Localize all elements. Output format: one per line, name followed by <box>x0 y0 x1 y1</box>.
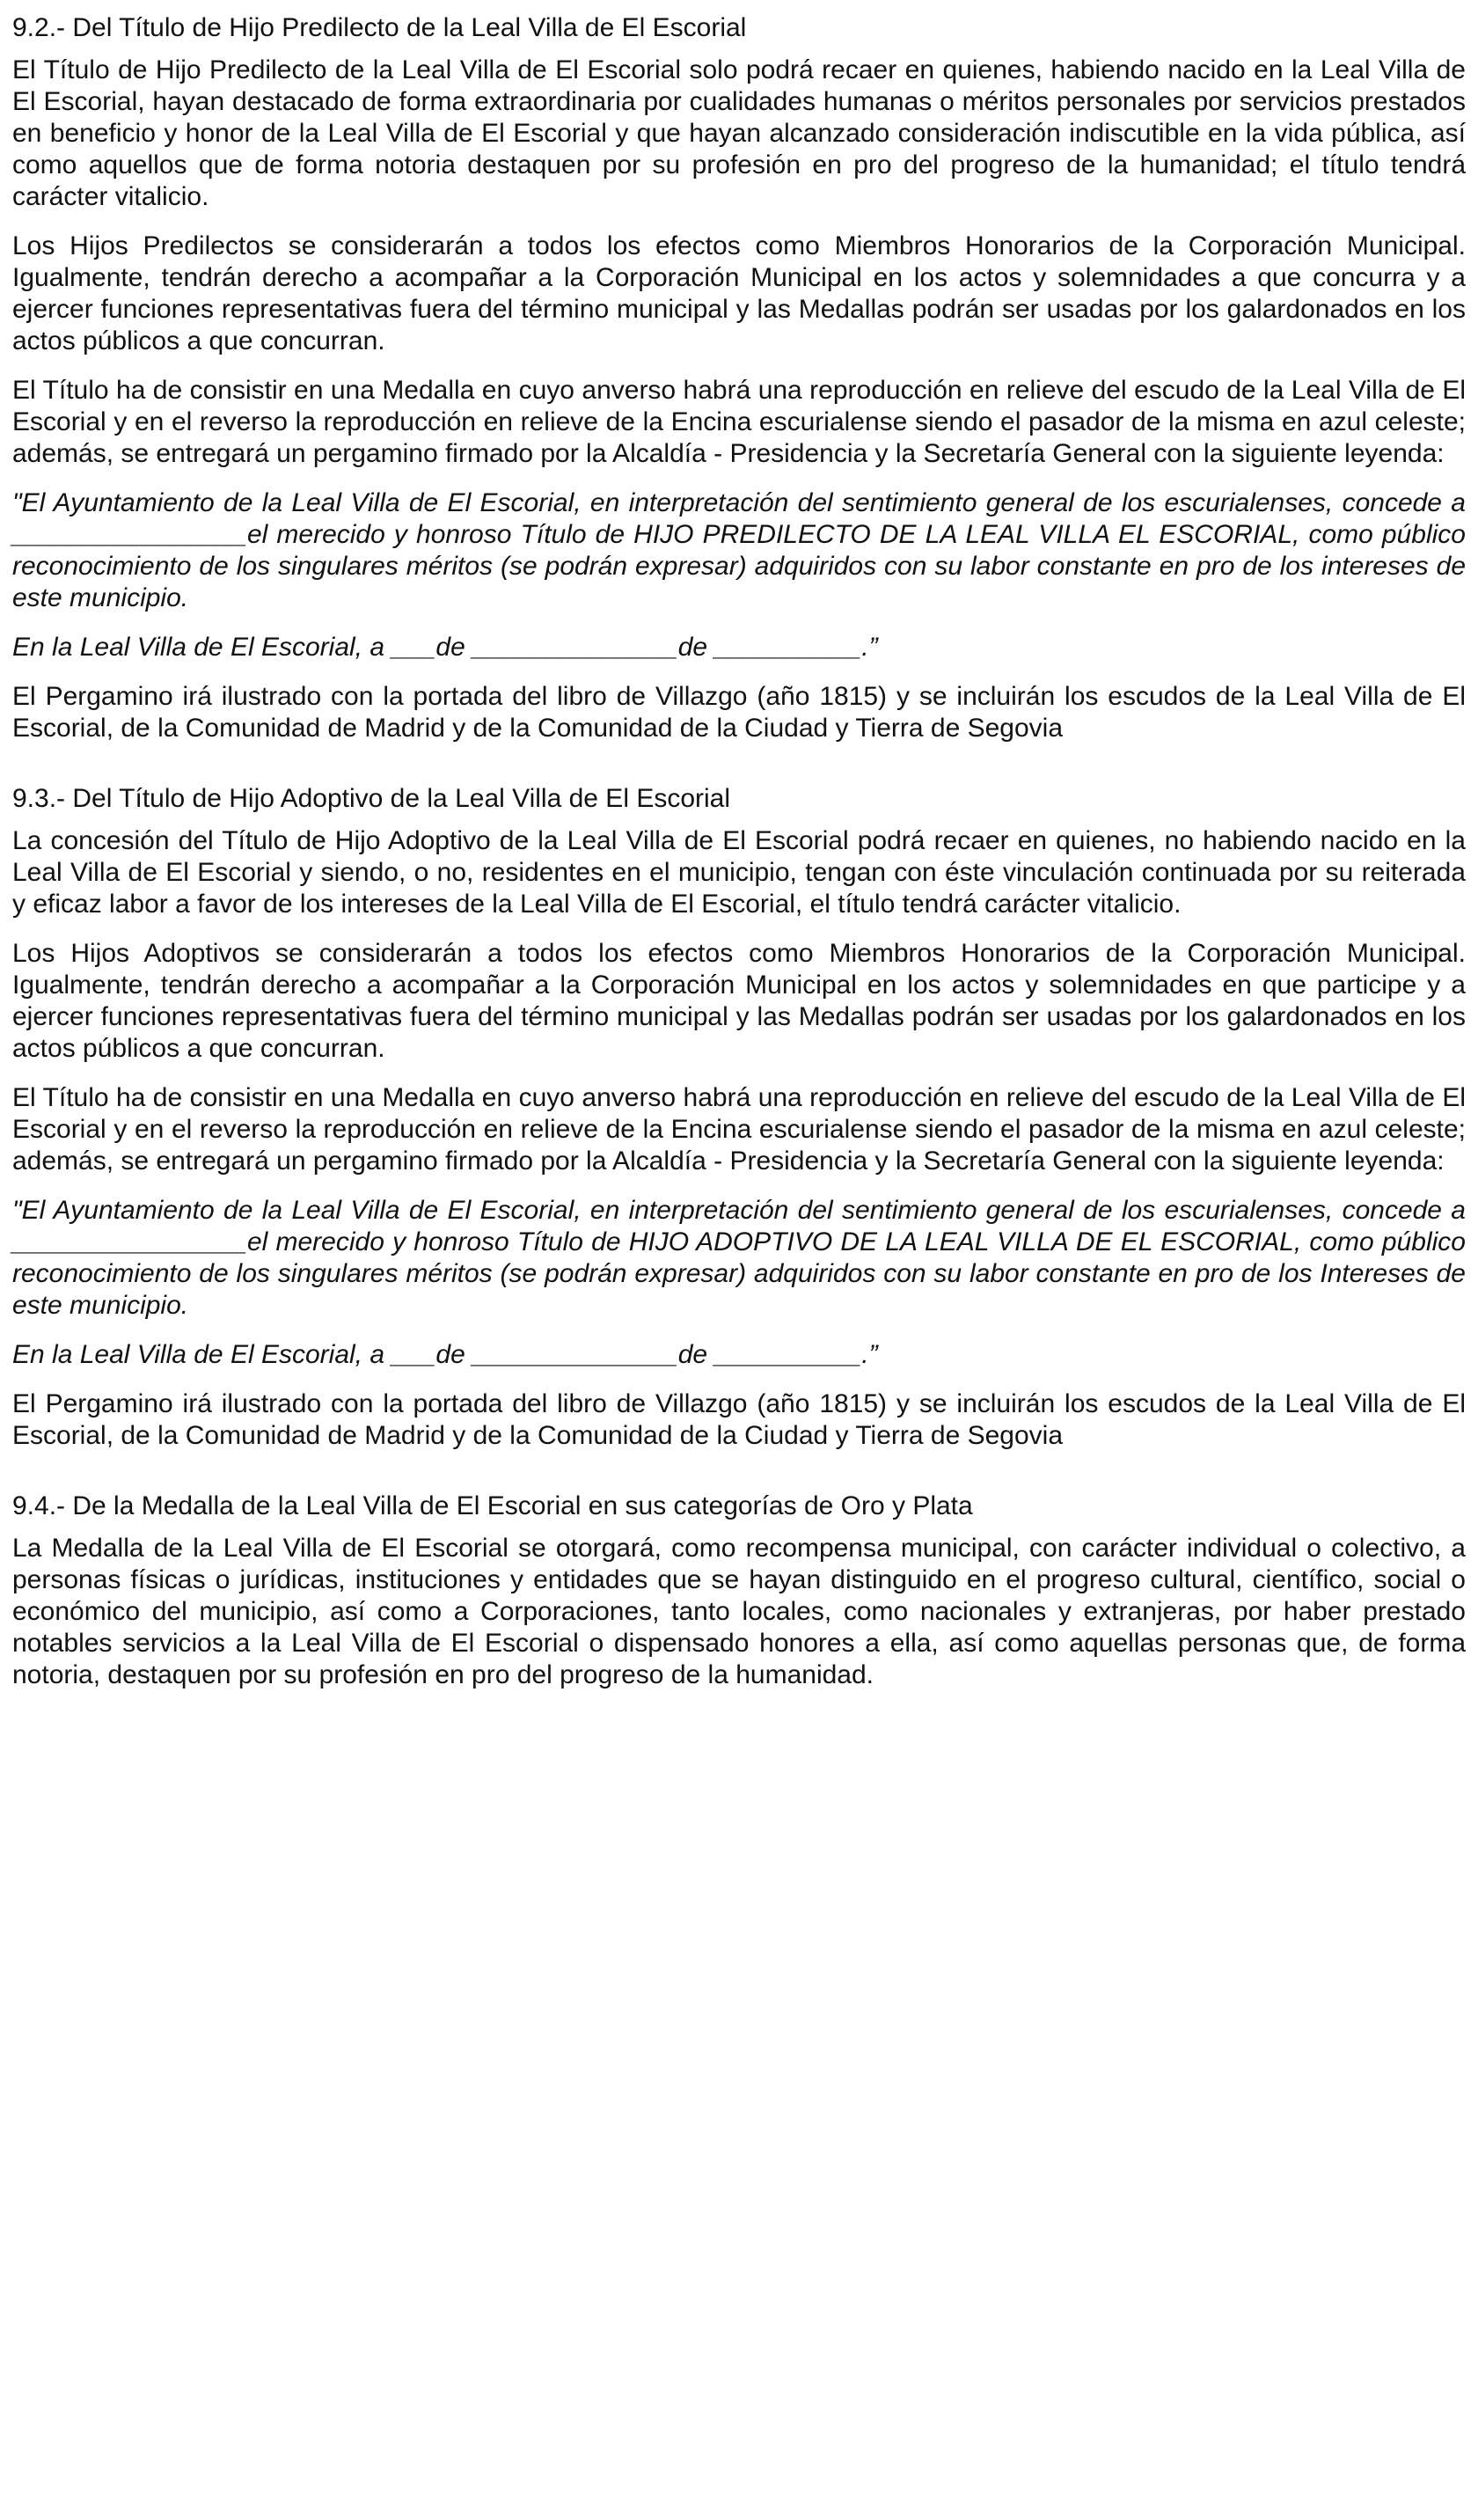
legend-quote: "El Ayuntamiento de la Leal Villa de El Escorial, en interpretación del sentimiento general de los escurialenses, concede a ________________el merecido y honroso Título de HIJO PREDILECTO DE LA LEAL VILLA EL ESCORIAL, como público reconocimiento de los singulares méritos (se podrán expresar) adquiridos con su labor constante en pro de los intereses de este municipio. <box>12 488 1466 612</box>
paragraph: Los Hijos Adoptivos se considerarán a todos los efectos como Miembros Honorarios de la Corporación Municipal. Igualmente, tendrán derecho a acompañar a la Corporación Municipal en los actos y solemnidades en que participe y a ejercer funciones representativas fuera del término municipal y las Medallas podrán ser usadas por los galardonados en los actos públicos a que concurran. <box>12 939 1466 1063</box>
section-hijo-adoptivo <box>12 781 1466 1452</box>
legend-date-line: En la Leal Villa de El Escorial, a ___de ______________de __________.” <box>12 1340 878 1369</box>
paragraph: El Título ha de consistir en una Medalla en cuyo anverso habrá una reproducción en relieve del escudo de la Leal Villa de El Escorial y en el reverso la reproducción en relieve de la Encina escurialense siendo el pasador de la misma en azul celeste; además, se entregará un pergamino firmado por la Alcaldía - Presidencia y la Secretaría General con la siguiente leyenda: <box>12 376 1466 468</box>
section-heading: 9.4.- De la Medalla de la Leal Villa de El Escorial en sus categorías de Oro y Plata <box>12 1491 973 1520</box>
paragraph: Los Hijos Predilectos se considerarán a todos los efectos como Miembros Honorarios de la Corporación Municipal. Igualmente, tendrán derecho a acompañar a la Corporación Municipal en los actos y solemnidades a que concurra y a ejercer funciones representativas fuera del término municipal y las Medallas podrán ser usadas por los galardonados en los actos públicos a que concurran. <box>12 231 1466 355</box>
section-heading: 9.2.- Del Título de Hijo Predilecto de la Leal Villa de El Escorial <box>12 13 747 42</box>
legend-date-line: En la Leal Villa de El Escorial, a ___de ______________de __________.” <box>12 633 878 662</box>
paragraph: La concesión del Título de Hijo Adoptivo de la Leal Villa de El Escorial podrá recaer en quienes, no habiendo nacido en la Leal Villa de El Escorial y siendo, o no, residentes en el municipio, tengan con éste vinculación continuada por su reiterada y eficaz labor a favor de los intereses de la Leal Villa de El Escorial, el título tendrá carácter vitalicio. <box>12 826 1466 919</box>
paragraph: El Título de Hijo Predilecto de la Leal Villa de El Escorial solo podrá recaer en quienes, habiendo nacido en la Leal Villa de El Escorial, hayan destacado de forma extraordinaria por cualidades humanas o méritos personales por servicios prestados en beneficio y honor de la Leal Villa de El Escorial y que hayan alcanzado consideración indiscutible en la vida pública, así como aquellos que de forma notoria destaquen por su profesión en pro del progreso de la humanidad; el título tendrá carácter vitalicio. <box>12 55 1466 211</box>
legend-quote: "El Ayuntamiento de la Leal Villa de El Escorial, en interpretación del sentimiento general de los escurialenses, concede a ________________el merecido y honroso Título de HIJO ADOPTIVO DE LA LEAL VILLA DE EL ESCORIAL, como público reconocimiento de los singulares méritos (se podrán expresar) adquiridos con su labor constante en pro de los Intereses de este municipio. <box>12 1196 1466 1320</box>
section-medalla <box>12 1489 1466 1691</box>
section-hijo-predilecto <box>12 11 1466 744</box>
paragraph: El Pergamino irá ilustrado con la portada del libro de Villazgo (año 1815) y se incluirán los escudos de la Leal Villa de El Escorial, de la Comunidad de Madrid y de la Comunidad de la Ciudad y Tierra de Segovia <box>12 682 1466 743</box>
paragraph: El Título ha de consistir en una Medalla en cuyo anverso habrá una reproducción en relieve del escudo de la Leal Villa de El Escorial y en el reverso la reproducción en relieve de la Encina escurialense siendo el pasador de la misma en azul celeste; además, se entregará un pergamino firmado por la Alcaldía - Presidencia y la Secretaría General con la siguiente leyenda: <box>12 1083 1466 1176</box>
section-spacer <box>12 762 1466 781</box>
section-spacer <box>12 1469 1466 1489</box>
paragraph: El Pergamino irá ilustrado con la portada del libro de Villazgo (año 1815) y se incluirán los escudos de la Leal Villa de El Escorial, de la Comunidad de Madrid y de la Comunidad de la Ciudad y Tierra de Segovia <box>12 1389 1466 1450</box>
paragraph: La Medalla de la Leal Villa de El Escorial se otorgará, como recompensa municipal, con carácter individual o colectivo, a personas físicas o jurídicas, instituciones y entidades que se hayan distinguido en el progreso cultural, científico, social o económico del municipio, así como a Corporaciones, tanto locales, como nacionales y extranjeras, por haber prestado notables servicios a la Leal Villa de El Escorial o dispensado honores a ella, así como aquellas personas que, de forma notoria, destaquen por su profesión en pro del progreso de la humanidad. <box>12 1534 1466 1689</box>
section-heading: 9.3.- Del Título de Hijo Adoptivo de la Leal Villa de El Escorial <box>12 784 731 813</box>
